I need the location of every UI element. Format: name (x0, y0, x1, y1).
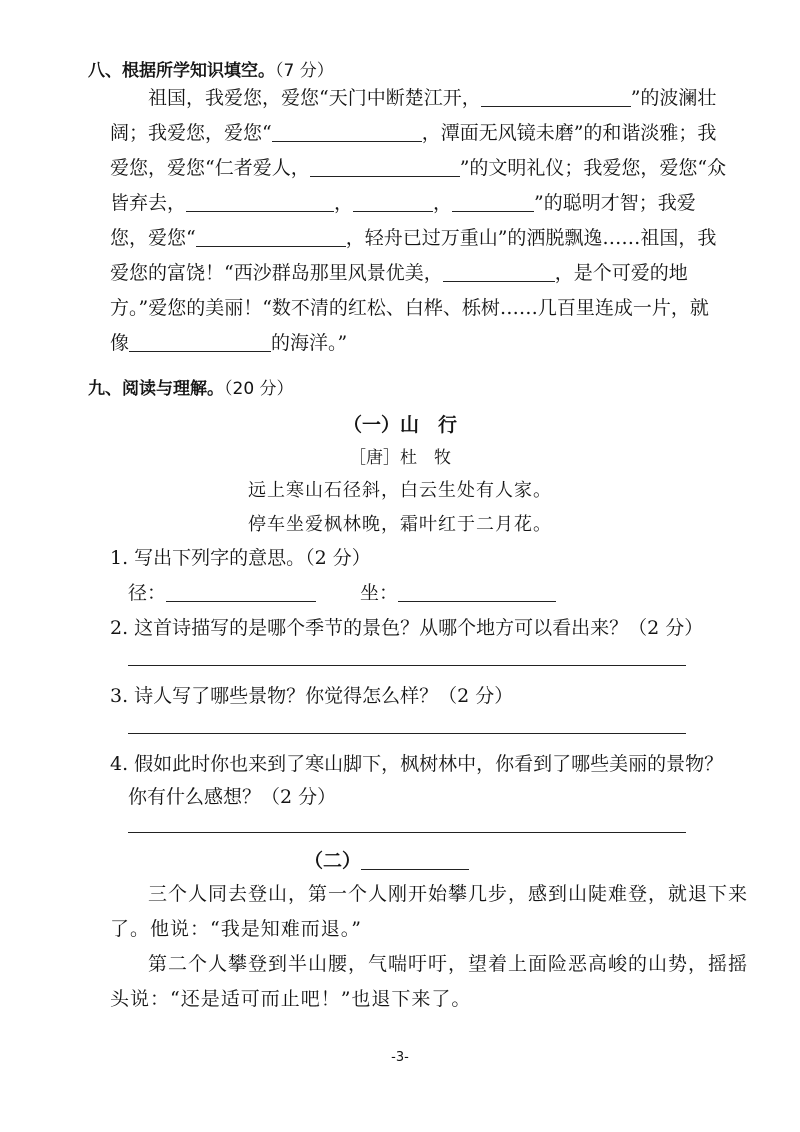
section8-line-7 (110, 295, 709, 321)
page-number: -3- (391, 1050, 409, 1065)
text-segment: 阔；我爱您，爱您“ (110, 122, 272, 144)
section8-points: （7 分） (275, 61, 334, 81)
section8-line-3 (110, 155, 726, 181)
text-segment: ”的文明礼仪；我爱您，爱您“众 (459, 157, 727, 179)
section8-line-2 (110, 120, 716, 146)
section8-line-6 (110, 260, 688, 286)
text-segment: 像 (110, 332, 130, 354)
text-segment: ， (334, 192, 354, 214)
fill-blank[interactable] (310, 158, 460, 177)
text-segment: 爱您，爱您“仁者爱人， (110, 157, 310, 179)
answer-line-4[interactable] (128, 832, 686, 833)
section8-line-8 (110, 330, 347, 356)
question-1: 1. 写出下列字的意思。（2 分） (110, 547, 371, 569)
text-segment: ，轻舟已过万重山”的洒脱飘逸……祖国，我 (345, 227, 717, 249)
char-zuo-label: 坐： (360, 582, 399, 604)
fill-blank[interactable] (196, 228, 346, 247)
section9-points: （20 分） (224, 379, 294, 399)
section8-line-1 (148, 85, 716, 111)
question-2: 2. 这首诗描写的是哪个季节的景色？从哪个地方可以看出来？（2 分） (110, 617, 704, 639)
text-segment: 的海洋。” (271, 332, 348, 354)
question-4-line-1: 4. 假如此时你也来到了寒山脚下，枫树林中，你看到了哪些美丽的景物？ (110, 753, 724, 775)
fill-blank[interactable] (452, 193, 534, 212)
text-segment: ，是个可爱的地 (554, 262, 688, 284)
answer-blank-jing[interactable] (166, 583, 316, 602)
fill-blank[interactable] (481, 88, 631, 107)
answer-line-2[interactable] (128, 665, 686, 666)
passage2-title: （二） (304, 850, 362, 872)
passage2-para2-line2: 头说：“还是适可而止吧！”也退下来了。 (110, 988, 472, 1010)
text-segment: 皆弃去， (110, 192, 187, 214)
fill-blank[interactable] (443, 263, 555, 282)
text-segment: ，潭面无风镜未磨”的和谐淡雅；我 (421, 122, 717, 144)
char-jing-label: 径： (128, 582, 167, 604)
text-segment: ”的聪明才智；我爱 (534, 192, 696, 214)
section9-heading (88, 374, 294, 399)
fill-blank[interactable] (353, 193, 433, 212)
text-segment: 祖国，我爱您，爱您“天门中断楚江开， (148, 87, 481, 109)
fill-blank[interactable] (129, 333, 271, 352)
answer-line-3[interactable] (128, 733, 686, 734)
text-segment: 爱您的富饶！“西沙群岛那里风景优美， (110, 262, 443, 284)
section8-title: 八、根据所学知识填空。 (88, 61, 275, 81)
section8-line-4 (110, 190, 696, 216)
poem-author: ［唐］杜 牧 (349, 448, 451, 468)
section8-heading (88, 56, 334, 81)
poem-line-1: 远上寒山石径斜，白云生处有人家。 (248, 480, 552, 501)
section9-title: 九、阅读与理解。 (88, 379, 224, 399)
text-segment: 方。”爱您的美丽！“数不清的红松、白桦、栎树……几百里连成一片，就 (110, 297, 709, 319)
answer-blank-zuo[interactable] (398, 583, 556, 602)
passage2-para2-line1: 第二个人攀登到半山腰，气喘吁吁，望着上面险恶高峻的山势，摇摇 (148, 953, 749, 975)
text-segment: ， (433, 192, 453, 214)
passage2-para1-line2: 了。他说：“我是知难而退。” (110, 918, 362, 940)
question-4-line-2: 你有什么感想？（2 分） (128, 786, 337, 808)
passage2-para1-line1: 三个人同去登山，第一个人刚开始攀几步，感到山陡难登，就退下来 (148, 883, 749, 905)
poem-line-2: 停车坐爱枫林晚，霜叶红于二月花。 (248, 514, 552, 535)
poem-title: （一）山 行 (342, 414, 457, 436)
fill-blank[interactable] (272, 123, 422, 142)
question-1-answers (128, 580, 556, 606)
text-segment: ”的波澜壮 (630, 87, 717, 109)
passage2-heading (304, 846, 469, 873)
passage2-title-blank[interactable] (361, 849, 469, 870)
text-segment: 您，爱您“ (110, 227, 196, 249)
section8-line-5 (110, 225, 716, 251)
fill-blank[interactable] (186, 193, 334, 212)
question-3: 3. 诗人写了哪些景物？你觉得怎么样？（2 分） (110, 685, 514, 707)
